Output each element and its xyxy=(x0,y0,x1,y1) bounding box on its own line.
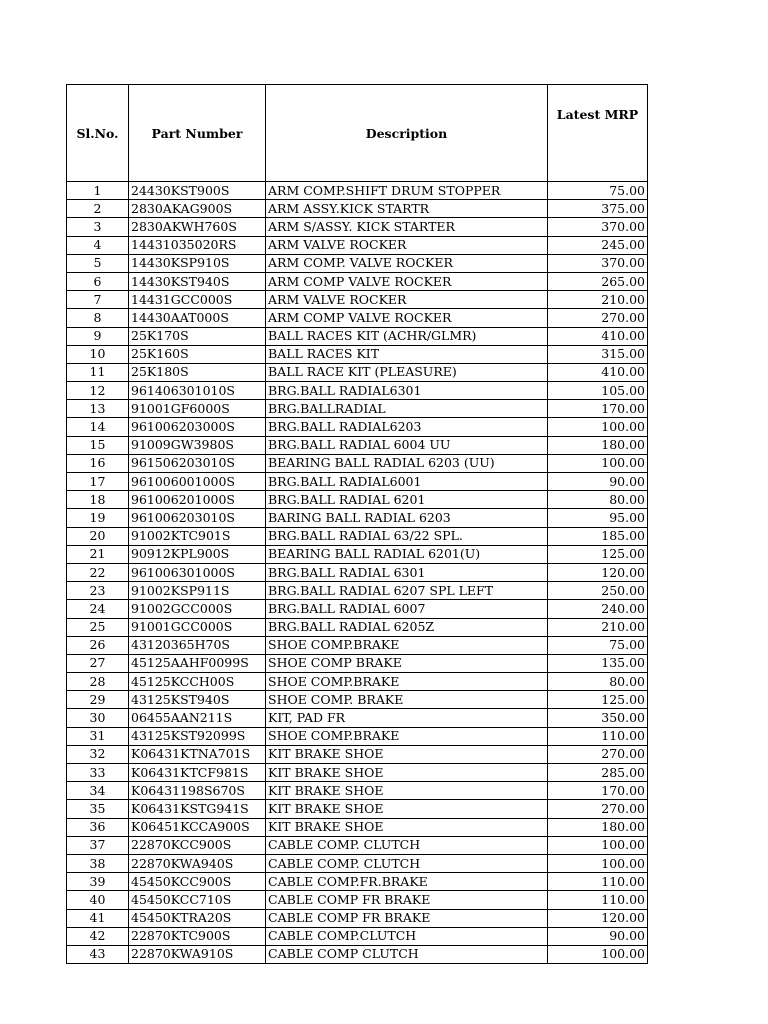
description-cell: BALL RACES KIT xyxy=(266,345,548,363)
mrp-cell: 75.00 xyxy=(548,636,648,654)
mrp-cell: 80.00 xyxy=(548,673,648,691)
part-number-cell: 14430KSP910S xyxy=(129,254,266,272)
description-cell: CABLE COMP. CLUTCH xyxy=(266,854,548,872)
price-list-table xyxy=(66,84,648,964)
table-row xyxy=(67,909,648,927)
sl-cell: 22 xyxy=(67,563,129,581)
sl-cell: 32 xyxy=(67,745,129,763)
sl-cell: 19 xyxy=(67,509,129,527)
table-row xyxy=(67,873,648,891)
description-cell: SHOE COMP.BRAKE xyxy=(266,673,548,691)
sl-cell: 5 xyxy=(67,254,129,272)
part-number-cell: K06431KTCF981S xyxy=(129,764,266,782)
mrp-cell: 375.00 xyxy=(548,200,648,218)
description-cell: BEARING BALL RADIAL 6203 (UU) xyxy=(266,454,548,472)
part-number-cell: 22870KTC900S xyxy=(129,927,266,945)
table-row xyxy=(67,691,648,709)
part-number-cell: 22870KCC900S xyxy=(129,836,266,854)
description-cell: BEARING BALL RADIAL 6201(U) xyxy=(266,545,548,563)
part-number-cell: 14431GCC000S xyxy=(129,291,266,309)
sl-cell: 33 xyxy=(67,764,129,782)
table-row xyxy=(67,327,648,345)
price-list-sheet xyxy=(66,84,648,964)
sl-cell: 7 xyxy=(67,291,129,309)
sl-cell: 8 xyxy=(67,309,129,327)
description-cell: BRG.BALL RADIAL 6007 xyxy=(266,600,548,618)
description-cell: SHOE COMP.BRAKE xyxy=(266,727,548,745)
description-cell: CABLE COMP FR BRAKE xyxy=(266,891,548,909)
part-number-cell: K06451KCCA900S xyxy=(129,818,266,836)
sl-cell: 16 xyxy=(67,454,129,472)
sl-cell: 28 xyxy=(67,673,129,691)
table-row xyxy=(67,436,648,454)
header-row xyxy=(67,85,648,182)
description-cell: SHOE COMP.BRAKE xyxy=(266,636,548,654)
table-row xyxy=(67,618,648,636)
description-cell: BRG.BALL RADIAL 6205Z xyxy=(266,618,548,636)
table-row xyxy=(67,418,648,436)
sl-cell: 24 xyxy=(67,600,129,618)
table-row xyxy=(67,236,648,254)
table-row xyxy=(67,945,648,963)
mrp-cell: 170.00 xyxy=(548,782,648,800)
mrp-cell: 265.00 xyxy=(548,272,648,290)
table-row xyxy=(67,582,648,600)
description-cell: ARM VALVE ROCKER xyxy=(266,236,548,254)
description-cell: ARM ASSY.KICK STARTR xyxy=(266,200,548,218)
table-row xyxy=(67,363,648,381)
sl-cell: 38 xyxy=(67,854,129,872)
header-part-number: Part Number xyxy=(129,85,266,182)
table-row xyxy=(67,254,648,272)
mrp-cell: 185.00 xyxy=(548,527,648,545)
description-cell: BRG.BALL RADIAL 6201 xyxy=(266,491,548,509)
part-number-cell: 2830AKAG900S xyxy=(129,200,266,218)
sl-cell: 9 xyxy=(67,327,129,345)
description-cell: CABLE COMP CLUTCH xyxy=(266,945,548,963)
mrp-cell: 90.00 xyxy=(548,473,648,491)
table-row xyxy=(67,272,648,290)
sl-cell: 27 xyxy=(67,654,129,672)
mrp-cell: 410.00 xyxy=(548,363,648,381)
sl-cell: 13 xyxy=(67,400,129,418)
mrp-cell: 250.00 xyxy=(548,582,648,600)
table-row xyxy=(67,673,648,691)
description-cell: KIT BRAKE SHOE xyxy=(266,764,548,782)
mrp-cell: 105.00 xyxy=(548,382,648,400)
part-number-cell: 961006203010S xyxy=(129,509,266,527)
mrp-cell: 285.00 xyxy=(548,764,648,782)
part-number-cell: 90912KPL900S xyxy=(129,545,266,563)
sl-cell: 17 xyxy=(67,473,129,491)
description-cell: CABLE COMP FR BRAKE xyxy=(266,909,548,927)
sl-cell: 6 xyxy=(67,272,129,290)
mrp-cell: 100.00 xyxy=(548,854,648,872)
part-number-cell: 43125KST940S xyxy=(129,691,266,709)
table-row xyxy=(67,382,648,400)
table-row xyxy=(67,200,648,218)
sl-cell: 42 xyxy=(67,927,129,945)
table-row xyxy=(67,182,648,200)
mrp-cell: 110.00 xyxy=(548,873,648,891)
sl-cell: 41 xyxy=(67,909,129,927)
sl-cell: 20 xyxy=(67,527,129,545)
mrp-cell: 125.00 xyxy=(548,691,648,709)
mrp-cell: 100.00 xyxy=(548,836,648,854)
part-number-cell: 25K160S xyxy=(129,345,266,363)
sl-cell: 3 xyxy=(67,218,129,236)
table-row xyxy=(67,309,648,327)
part-number-cell: 2830AKWH760S xyxy=(129,218,266,236)
description-cell: ARM COMP VALVE ROCKER xyxy=(266,272,548,290)
table-row xyxy=(67,345,648,363)
mrp-cell: 270.00 xyxy=(548,800,648,818)
description-cell: SHOE COMP. BRAKE xyxy=(266,691,548,709)
description-cell: KIT BRAKE SHOE xyxy=(266,782,548,800)
description-cell: KIT, PAD FR xyxy=(266,709,548,727)
sl-cell: 23 xyxy=(67,582,129,600)
table-row xyxy=(67,545,648,563)
header-description: Description xyxy=(266,85,548,182)
description-cell: BRG.BALLRADIAL xyxy=(266,400,548,418)
table-row xyxy=(67,709,648,727)
description-cell: KIT BRAKE SHOE xyxy=(266,745,548,763)
table-row xyxy=(67,400,648,418)
part-number-cell: 14431035020RS xyxy=(129,236,266,254)
description-cell: ARM COMP.SHIFT DRUM STOPPER xyxy=(266,182,548,200)
table-row xyxy=(67,454,648,472)
part-number-cell: 22870KWA940S xyxy=(129,854,266,872)
table-row xyxy=(67,509,648,527)
description-cell: CABLE COMP. CLUTCH xyxy=(266,836,548,854)
part-number-cell: 25K170S xyxy=(129,327,266,345)
mrp-cell: 120.00 xyxy=(548,909,648,927)
mrp-cell: 245.00 xyxy=(548,236,648,254)
description-cell: BALL RACE KIT (PLEASURE) xyxy=(266,363,548,381)
sl-cell: 43 xyxy=(67,945,129,963)
sl-cell: 30 xyxy=(67,709,129,727)
description-cell: SHOE COMP BRAKE xyxy=(266,654,548,672)
table-row xyxy=(67,764,648,782)
sl-cell: 18 xyxy=(67,491,129,509)
mrp-cell: 125.00 xyxy=(548,545,648,563)
description-cell: BRG.BALL RADIAL6301 xyxy=(266,382,548,400)
sl-cell: 25 xyxy=(67,618,129,636)
sl-cell: 12 xyxy=(67,382,129,400)
sl-cell: 4 xyxy=(67,236,129,254)
mrp-cell: 100.00 xyxy=(548,454,648,472)
table-row xyxy=(67,782,648,800)
description-cell: BALL RACES KIT (ACHR/GLMR) xyxy=(266,327,548,345)
mrp-cell: 90.00 xyxy=(548,927,648,945)
mrp-cell: 370.00 xyxy=(548,254,648,272)
description-cell: ARM VALVE ROCKER xyxy=(266,291,548,309)
part-number-cell: 91001GCC000S xyxy=(129,618,266,636)
part-number-cell: 24430KST900S xyxy=(129,182,266,200)
description-cell: BRG.BALL RADIAL6001 xyxy=(266,473,548,491)
description-cell: KIT BRAKE SHOE xyxy=(266,818,548,836)
table-row xyxy=(67,218,648,236)
description-cell: BRG.BALL RADIAL6203 xyxy=(266,418,548,436)
mrp-cell: 315.00 xyxy=(548,345,648,363)
mrp-cell: 410.00 xyxy=(548,327,648,345)
part-number-cell: 45450KCC710S xyxy=(129,891,266,909)
table-row xyxy=(67,854,648,872)
sl-cell: 1 xyxy=(67,182,129,200)
description-cell: BRG.BALL RADIAL 6207 SPL LEFT xyxy=(266,582,548,600)
mrp-cell: 95.00 xyxy=(548,509,648,527)
sl-cell: 39 xyxy=(67,873,129,891)
sl-cell: 36 xyxy=(67,818,129,836)
description-cell: ARM S/ASSY. KICK STARTER xyxy=(266,218,548,236)
part-number-cell: 06455AAN211S xyxy=(129,709,266,727)
mrp-cell: 110.00 xyxy=(548,727,648,745)
sl-cell: 10 xyxy=(67,345,129,363)
sl-cell: 35 xyxy=(67,800,129,818)
part-number-cell: 14430KST940S xyxy=(129,272,266,290)
mrp-cell: 180.00 xyxy=(548,818,648,836)
sl-cell: 37 xyxy=(67,836,129,854)
part-number-cell: 91002KTC901S xyxy=(129,527,266,545)
part-number-cell: 961006203000S xyxy=(129,418,266,436)
description-cell: ARM COMP. VALVE ROCKER xyxy=(266,254,548,272)
mrp-cell: 75.00 xyxy=(548,182,648,200)
part-number-cell: 25K180S xyxy=(129,363,266,381)
table-row xyxy=(67,600,648,618)
mrp-cell: 100.00 xyxy=(548,945,648,963)
header-latest-mrp: Latest MRP xyxy=(548,85,648,182)
mrp-cell: 270.00 xyxy=(548,309,648,327)
sl-cell: 15 xyxy=(67,436,129,454)
description-cell: BRG.BALL RADIAL 6301 xyxy=(266,563,548,581)
sl-cell: 26 xyxy=(67,636,129,654)
mrp-cell: 80.00 xyxy=(548,491,648,509)
sl-cell: 31 xyxy=(67,727,129,745)
sl-cell: 29 xyxy=(67,691,129,709)
part-number-cell: 91001GF6000S xyxy=(129,400,266,418)
table-row xyxy=(67,654,648,672)
header-sl-no: Sl.No. xyxy=(67,85,129,182)
mrp-cell: 210.00 xyxy=(548,291,648,309)
sl-cell: 11 xyxy=(67,363,129,381)
mrp-cell: 350.00 xyxy=(548,709,648,727)
mrp-cell: 170.00 xyxy=(548,400,648,418)
sl-cell: 40 xyxy=(67,891,129,909)
description-cell: ARM COMP VALVE ROCKER xyxy=(266,309,548,327)
table-row xyxy=(67,291,648,309)
part-number-cell: 14430AAT000S xyxy=(129,309,266,327)
mrp-cell: 120.00 xyxy=(548,563,648,581)
table-row xyxy=(67,927,648,945)
mrp-cell: 210.00 xyxy=(548,618,648,636)
mrp-cell: 270.00 xyxy=(548,745,648,763)
part-number-cell: K06431198S670S xyxy=(129,782,266,800)
mrp-cell: 100.00 xyxy=(548,418,648,436)
part-number-cell: 45450KCC900S xyxy=(129,873,266,891)
part-number-cell: 91002GCC000S xyxy=(129,600,266,618)
table-row xyxy=(67,473,648,491)
description-cell: BRG.BALL RADIAL 63/22 SPL. xyxy=(266,527,548,545)
part-number-cell: K06431KSTG941S xyxy=(129,800,266,818)
part-number-cell: 45125AAHF0099S xyxy=(129,654,266,672)
part-number-cell: 961006001000S xyxy=(129,473,266,491)
table-row xyxy=(67,891,648,909)
table-row xyxy=(67,745,648,763)
part-number-cell: 961006201000S xyxy=(129,491,266,509)
part-number-cell: 45125KCCH00S xyxy=(129,673,266,691)
table-row xyxy=(67,527,648,545)
description-cell: BRG.BALL RADIAL 6004 UU xyxy=(266,436,548,454)
sl-cell: 21 xyxy=(67,545,129,563)
part-number-cell: 91009GW3980S xyxy=(129,436,266,454)
part-number-cell: 961406301010S xyxy=(129,382,266,400)
table-row xyxy=(67,836,648,854)
sl-cell: 14 xyxy=(67,418,129,436)
sl-cell: 2 xyxy=(67,200,129,218)
part-number-cell: 43120365H70S xyxy=(129,636,266,654)
table-row xyxy=(67,563,648,581)
table-row xyxy=(67,800,648,818)
table-row xyxy=(67,727,648,745)
description-cell: BARING BALL RADIAL 6203 xyxy=(266,509,548,527)
mrp-cell: 180.00 xyxy=(548,436,648,454)
description-cell: CABLE COMP.FR.BRAKE xyxy=(266,873,548,891)
table-row xyxy=(67,491,648,509)
description-cell: CABLE COMP.CLUTCH xyxy=(266,927,548,945)
table-row xyxy=(67,818,648,836)
mrp-cell: 240.00 xyxy=(548,600,648,618)
part-number-cell: 961006301000S xyxy=(129,563,266,581)
mrp-cell: 370.00 xyxy=(548,218,648,236)
part-number-cell: 961506203010S xyxy=(129,454,266,472)
part-number-cell: 22870KWA910S xyxy=(129,945,266,963)
mrp-cell: 135.00 xyxy=(548,654,648,672)
sl-cell: 34 xyxy=(67,782,129,800)
table-body xyxy=(67,182,648,964)
description-cell: KIT BRAKE SHOE xyxy=(266,800,548,818)
part-number-cell: 43125KST92099S xyxy=(129,727,266,745)
part-number-cell: K06431KTNA701S xyxy=(129,745,266,763)
part-number-cell: 45450KTRA20S xyxy=(129,909,266,927)
table-row xyxy=(67,636,648,654)
part-number-cell: 91002KSP911S xyxy=(129,582,266,600)
mrp-cell: 110.00 xyxy=(548,891,648,909)
